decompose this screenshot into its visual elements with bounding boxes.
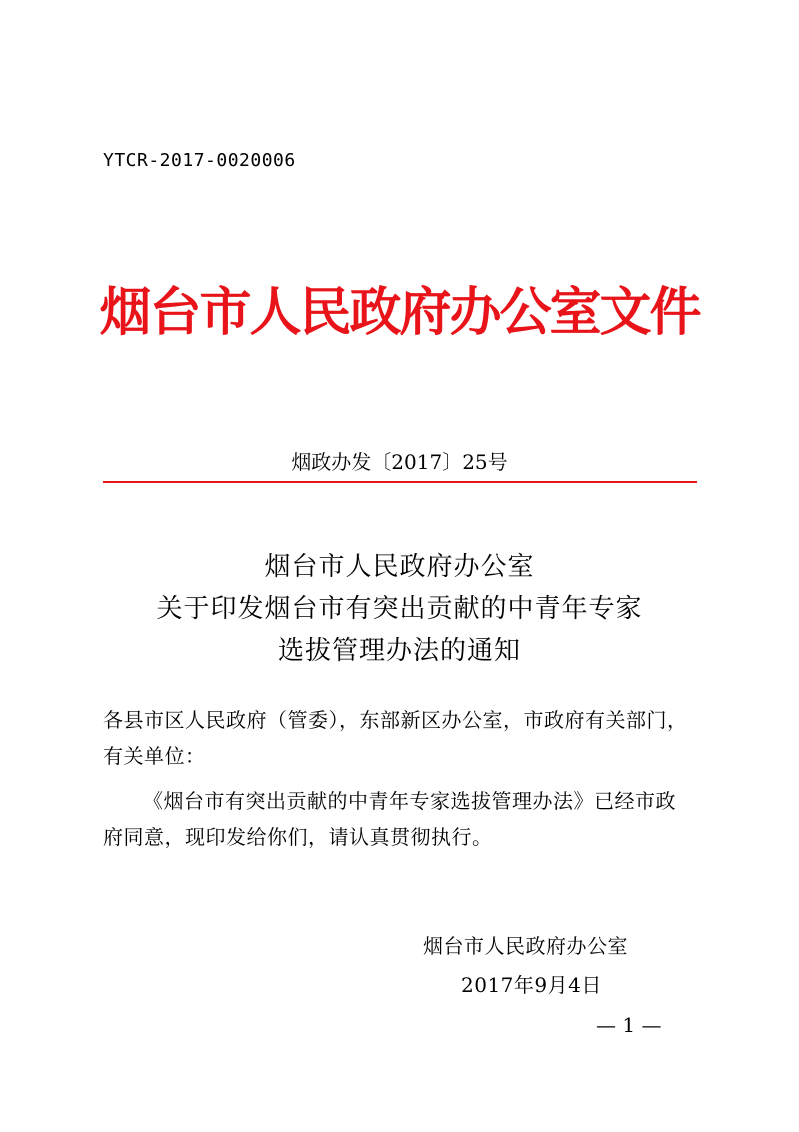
page-number: — 1 — — [596, 1013, 662, 1037]
addressee-line-2: 有关单位： — [103, 744, 206, 768]
body-line-2: 府同意，现印发给你们，请认真贯彻执行。 — [103, 825, 493, 849]
title-line-1: 烟台市人民政府办公室 — [264, 552, 535, 582]
red-divider — [103, 481, 697, 483]
document-code: YTCR-2017-0020006 — [103, 150, 296, 171]
issuer-name: 烟台市人民政府办公室 — [423, 934, 628, 958]
title-line-2: 关于印发烟台市有突出贡献的中青年专家 — [156, 594, 643, 624]
addressee-line-1: 各县市区人民政府（管委），东部新区办公室，市政府有关部门， — [103, 708, 688, 732]
document-masthead: 烟台市人民政府办公室文件 — [99, 283, 700, 343]
issue-date: 2017年9月4日 — [461, 973, 602, 997]
body-line-1: 《烟台市有突出贡献的中青年专家选拔管理办法》已经市政 — [143, 789, 676, 813]
document-number: 烟政办发〔2017〕25号 — [291, 450, 508, 474]
title-line-3: 选拔管理办法的通知 — [277, 636, 521, 666]
